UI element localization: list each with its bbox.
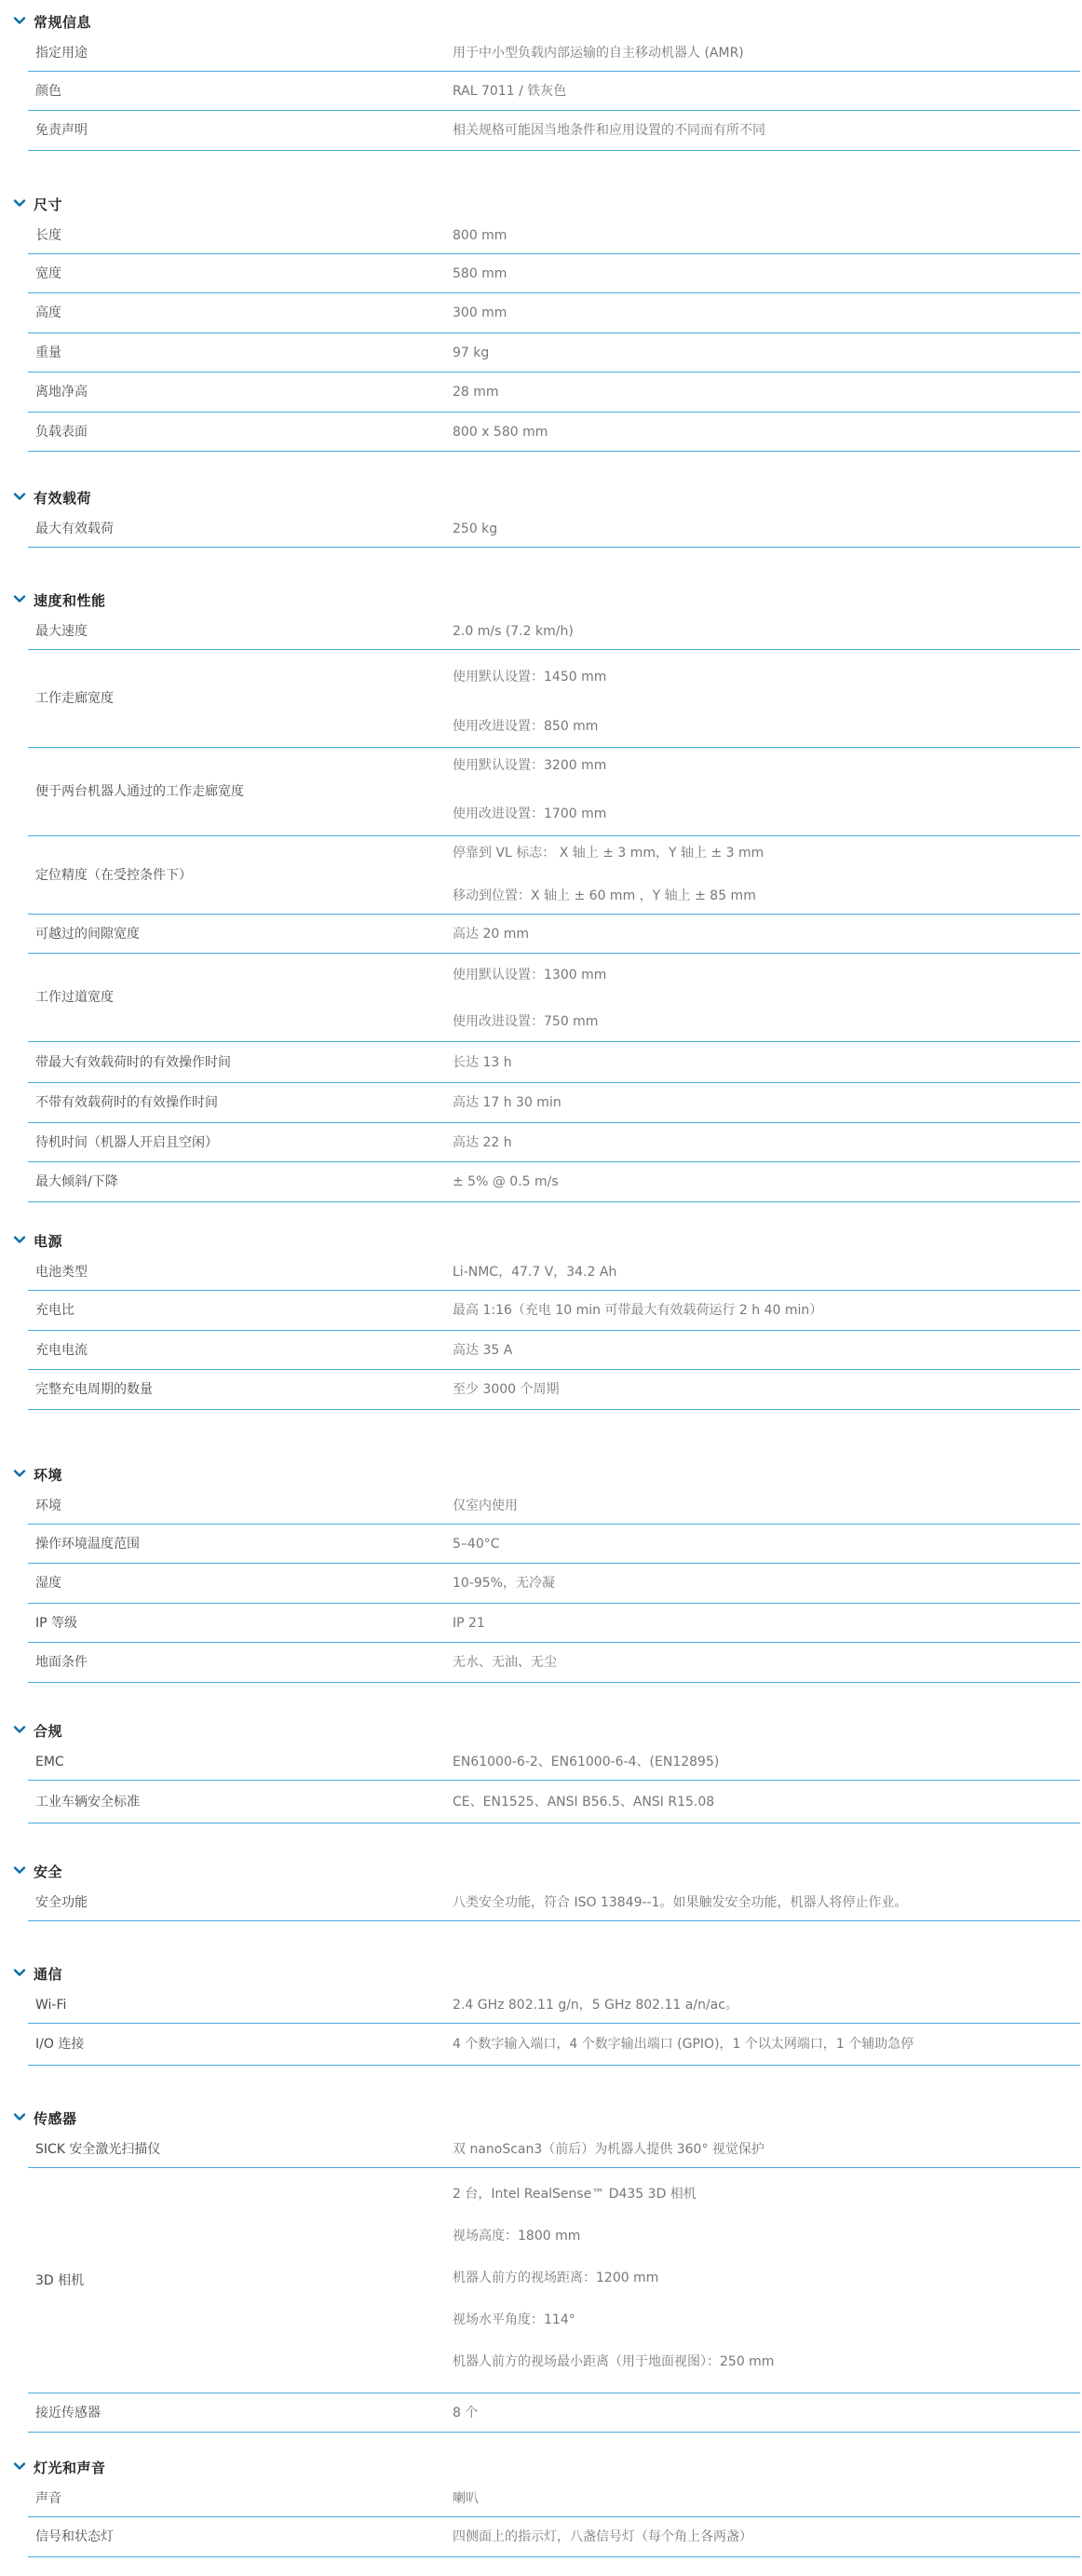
spec-value: 喇叭 [453,2491,479,2506]
spec-value: Li-NMC，47.7 V，34.2 Ah [453,1265,617,1280]
spec-row [28,333,1080,373]
spec-value: 视场水平角度：114° [453,2312,575,2327]
chevron-down-icon [13,14,28,29]
spec-value: ± 5% @ 0.5 m/s [453,1174,559,1189]
spec-value: 相关规格可能因当地条件和应用设置的不同而有所不同 [453,123,765,138]
spec-value: IP 21 [453,1616,485,1631]
section-toggle[interactable] [13,1719,62,1742]
section-title: 安全 [34,1863,63,1880]
spec-value: 800 x 580 mm [453,425,548,440]
chevron-down-icon [13,1966,28,1981]
spec-row [28,1643,1080,1683]
section-title: 合规 [34,1722,63,1740]
section-title: 电源 [34,1232,63,1250]
spec-row [28,954,1080,1042]
spec-label: 工作过道宽度 [35,990,114,1005]
spec-value: 长达 13 h [453,1055,512,1070]
spec-value: 使用改进设置：750 mm [453,1014,599,1029]
spec-label: 长度 [35,228,61,243]
chevron-down-icon [13,1233,28,1248]
spec-label: 颜色 [35,84,61,99]
spec-row [28,2393,1080,2433]
chevron-down-icon [13,592,28,607]
spec-value: 移动到位置：X 轴上 ± 60 mm ，Y 轴上 ± 85 mm [453,888,756,903]
chevron-down-icon [13,1864,28,1878]
spec-value: 使用改进设置：1700 mm [453,807,607,821]
spec-row [28,1162,1080,1202]
spec-value: 机器人前方的视场最小距离（用于地面视图）：250 mm [453,2354,775,2369]
section-toggle[interactable] [13,1962,62,1985]
spec-value: 2.4 GHz 802.11 g/n，5 GHz 802.11 a/n/ac。 [453,1998,738,2013]
spec-label: 最大有效载荷 [35,522,114,536]
spec-row [28,111,1080,151]
chevron-down-icon [13,2460,28,2474]
spec-label: 重量 [35,346,61,360]
spec-row [28,1987,1080,2024]
spec-row [28,915,1080,954]
spec-row [28,413,1080,452]
spec-value: 28 mm [453,385,499,400]
spec-value: EN61000-6-2、EN61000-6-4、(EN12895) [453,1755,720,1769]
spec-row [28,373,1080,413]
spec-value: 高达 22 h [453,1135,512,1150]
spec-row [28,2024,1080,2066]
spec-value: CE、EN1525、ANSI B56.5、ANSI R15.08 [453,1795,715,1810]
spec-label: 最大倾斜/下降 [35,1174,118,1189]
spec-value: 10-95%，无冷凝 [453,1576,555,1591]
spec-value: 2 台，Intel RealSense™ D435 3D 相机 [453,2187,697,2202]
section-title: 有效载荷 [34,489,92,507]
spec-label: SICK 安全激光扫描仪 [35,2142,161,2157]
spec-row [28,650,1080,748]
section-toggle[interactable] [13,589,106,611]
spec-label: 充电电流 [35,1343,88,1358]
spec-label: 接近传感器 [35,2406,101,2420]
spec-row [28,1042,1080,1083]
spec-value: 8 个 [453,2406,479,2420]
spec-row [28,218,1080,254]
spec-label: 带最大有效载荷时的有效操作时间 [35,1055,231,1070]
spec-label: I/O 连接 [35,2037,85,2052]
chevron-down-icon [13,2110,28,2125]
spec-value: 机器人前方的视场距离：1200 mm [453,2271,659,2285]
spec-label: 3D 相机 [35,2273,85,2288]
section-toggle[interactable] [13,2456,106,2478]
spec-label: 信号和状态灯 [35,2529,114,2544]
spec-value: 250 kg [453,522,498,536]
chevron-down-icon [13,490,28,505]
section-title: 通信 [34,1965,63,1983]
spec-label: 宽度 [35,266,61,281]
spec-row [28,2132,1080,2168]
spec-row [28,511,1080,548]
spec-label: 可越过的间隙宽度 [35,927,140,942]
spec-label: 待机时间（机器人开启且空闲） [35,1135,218,1150]
spec-label: 工作走廊宽度 [35,691,114,706]
spec-row [28,614,1080,650]
spec-row [28,1291,1080,1331]
chevron-down-icon [13,1467,28,1482]
spec-label: 工业车辆安全标准 [35,1795,140,1810]
spec-label: 负载表面 [35,425,88,440]
section-title: 常规信息 [34,13,92,31]
spec-value: 仅室内使用 [453,1498,518,1513]
spec-value: 使用改进设置：850 mm [453,719,599,734]
spec-label: 声音 [35,2491,61,2506]
spec-row [28,1254,1080,1291]
spec-label: 定位精度（在受控条件下） [35,868,192,883]
spec-label: 不带有效载荷时的有效操作时间 [35,1095,218,1110]
section-title: 灯光和声音 [34,2459,106,2476]
spec-row [28,748,1080,836]
spec-row [28,2517,1080,2557]
section-title: 尺寸 [34,196,63,213]
spec-row [28,1885,1080,1921]
spec-row [28,1123,1080,1162]
spec-row [28,293,1080,333]
spec-value: 高达 35 A [453,1343,513,1358]
spec-row [28,1604,1080,1643]
section-title: 速度和性能 [34,591,106,609]
section-toggle[interactable] [13,1860,62,1882]
spec-label: Wi-Fi [35,1998,67,2013]
spec-value: 4 个数字输入端口，4 个数字输出端口 (GPIO)，1 个以太网端口，1 个辅助急停 [453,2037,914,2052]
spec-row [28,2481,1080,2517]
spec-value: 四侧面上的指示灯，八盏信号灯（每个角上各两盏） [453,2529,752,2544]
spec-row [28,1370,1080,1410]
chevron-down-icon [13,197,28,211]
spec-label: 最大速度 [35,624,88,639]
spec-value: 用于中小型负载内部运输的自主移动机器人 (AMR) [453,46,744,61]
spec-label: 环境 [35,1498,61,1513]
spec-value: 300 mm [453,305,507,320]
spec-value: 97 kg [453,346,490,360]
section-toggle[interactable] [13,2107,77,2129]
spec-label: 操作环境温度范围 [35,1537,140,1552]
spec-value: 800 mm [453,228,507,243]
section-toggle[interactable] [13,10,91,33]
spec-label: 完整充电周期的数量 [35,1382,153,1397]
spec-value: 使用默认设置：1450 mm [453,670,607,685]
spec-label: 安全功能 [35,1895,88,1910]
spec-value: 无水、无油、无尘 [453,1655,557,1670]
spec-label: 高度 [35,305,61,320]
spec-value: 580 mm [453,266,507,281]
chevron-down-icon [13,1723,28,1738]
section-toggle[interactable] [13,486,91,508]
spec-value: 5–40°C [453,1537,500,1552]
spec-value: 八类安全功能，符合 ISO 13849--1。如果触发安全功能，机器人将停止作业。 [453,1895,908,1910]
spec-value: 2.0 m/s (7.2 km/h) [453,624,574,639]
spec-row [28,1331,1080,1370]
spec-label: 便于两台机器人通过的工作走廊宽度 [35,784,244,799]
spec-label: 免责声明 [35,123,88,138]
spec-value: RAL 7011 / 铁灰色 [453,84,567,99]
spec-row [28,2168,1080,2393]
spec-row [28,1744,1080,1781]
spec-row [28,1564,1080,1604]
spec-value: 视场高度：1800 mm [453,2229,581,2244]
spec-label: 离地净高 [35,385,88,400]
spec-row [28,1488,1080,1525]
spec-row [28,1525,1080,1564]
spec-value: 至少 3000 个周期 [453,1382,560,1397]
spec-value: 高达 17 h 30 min [453,1095,561,1110]
spec-value: 使用默认设置：3200 mm [453,758,607,773]
spec-label: 地面条件 [35,1655,88,1670]
spec-row [28,35,1080,72]
spec-row [28,254,1080,293]
spec-row [28,1781,1080,1824]
spec-row [28,836,1080,915]
spec-row [28,72,1080,111]
spec-label: 充电比 [35,1303,74,1318]
section-toggle[interactable] [13,1229,62,1252]
section-title: 传感器 [34,2109,77,2127]
spec-value: 最高 1:16（充电 10 min 可带最大有效载荷运行 2 h 40 min） [453,1303,823,1318]
spec-label: EMC [35,1755,64,1769]
spec-label: 指定用途 [35,46,88,61]
spec-row [28,1083,1080,1123]
spec-label: 湿度 [35,1576,61,1591]
spec-value: 高达 20 mm [453,927,529,942]
section-toggle[interactable] [13,1463,62,1485]
section-toggle[interactable] [13,193,62,215]
spec-label: 电池类型 [35,1265,88,1280]
spec-value: 双 nanoScan3（前后）为机器人提供 360° 视觉保护 [453,2142,764,2157]
spec-value: 停靠到 VL 标志： X 轴上 ± 3 mm，Y 轴上 ± 3 mm [453,846,764,861]
section-title: 环境 [34,1466,63,1484]
spec-label: IP 等级 [35,1616,78,1631]
spec-value: 使用默认设置：1300 mm [453,968,607,983]
